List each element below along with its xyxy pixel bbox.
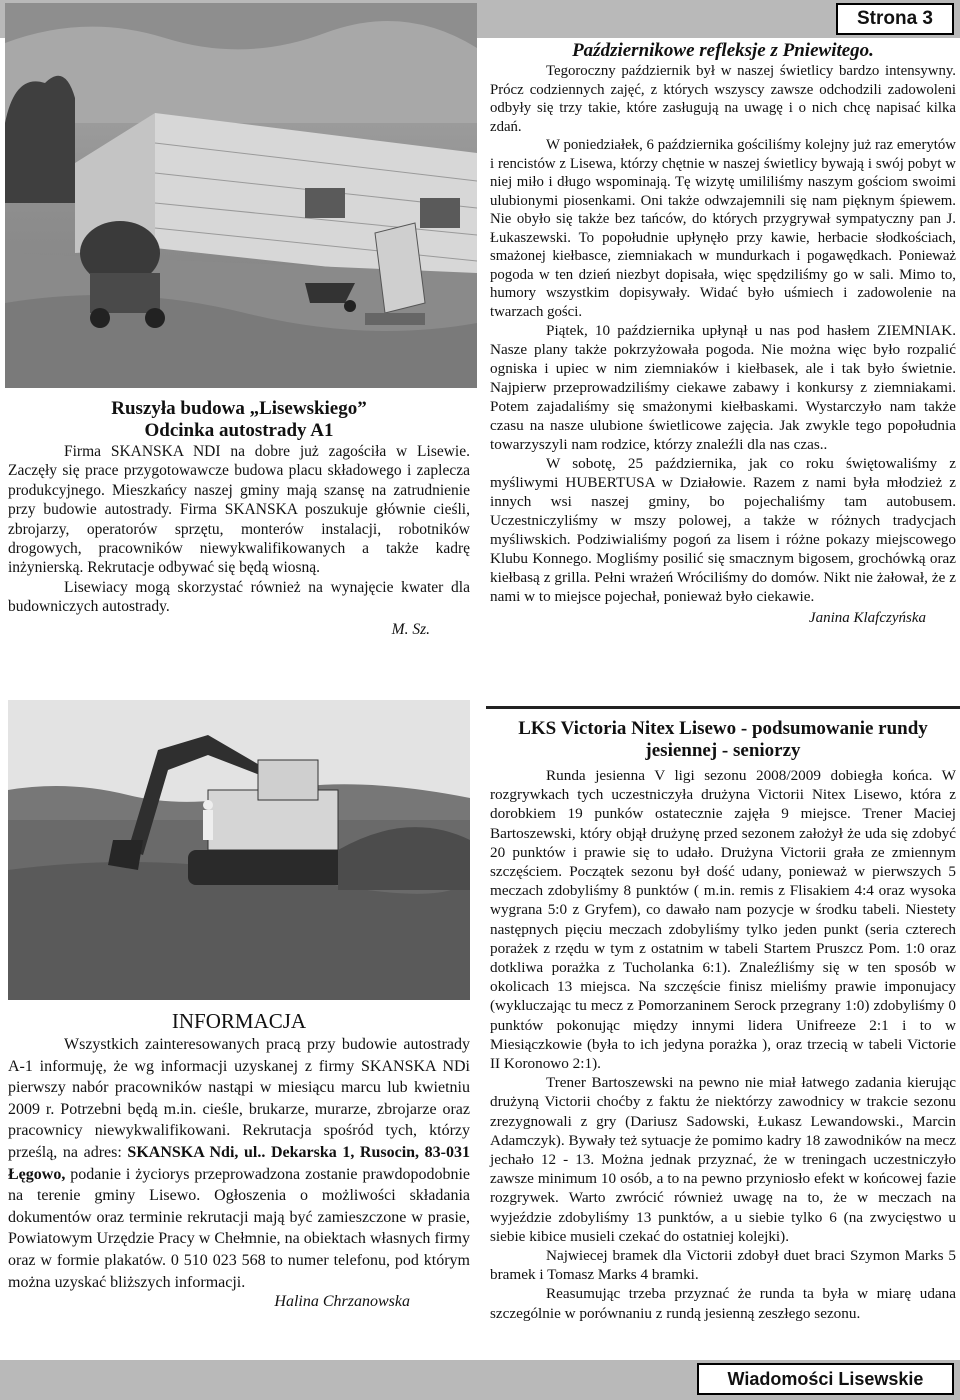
construction-site-illustration: [5, 3, 477, 388]
article-paragraph: Lisewiacy mogą skorzystać również na wynajęcie kwater dla budowniczych autostrady.: [8, 578, 470, 616]
info-text-after: podanie i życiorys przeprowadzona zostanie prawdopodobnie na terenie gminy Lisewo. Ogłoszenia o możliwości składania dokumentów oraz terminie rekrutacji mają być zamieszczone w prasie, Powiatowym Urzędzie Pracy w Chełmnie, na obiektach własnych firmy oraz w formie plakatów. 0 510 023 568 to numer telefonu, pod którym można uzyskać bliższych informacji.: [8, 1165, 470, 1291]
article-signature: Janina Klafczyńska: [808, 610, 926, 626]
page-number-label: Strona 3: [836, 3, 954, 35]
article-title-line2: jesiennej - seniorzy: [645, 740, 801, 761]
article-paragraph: Runda jesienna V ligi sezonu 2008/2009 dobiegła końca. W rozgrywkach tych uczestniczyła drużyna Victorii Nitex Lisewo, która z dorobkiem 19 punków ostatecznie zajęła 9 miejsce. Trener Maciej Bartoszewski, który objął drużynę przed sezonem założył że uda się zdobyć 20 punktów i prawie się to udało. Drużyna Victorii grała ze zmiennym szczęściem. Początek sezonu był dość udany, ponieważ w pierwszych 5 meczach zdobyliśmy 8 punktów ( m.in. remis z Flisakiem 4:4 oraz wysoka wygrana 5:0 z Gryfem), co dawało nam pozycje w środku tabeli. Niestety następnych pięciu meczach zdobyliśmy tylko jeden punkt (seria czterech porażek z rzędu w tym z ostatnim w tabeli Startem Pruszcz Pom. 1:0 oraz dotkliwa porażka z Tucholanka 6:1). Znaleźliśmy się w ten sposób w okolicach 13 miejsca. Na szczęście finisz mieliśmy prawie imponujacy (wykluczając tu mecz z Pomorzaninem Serock przegrany 1:0) zdobyliśmy 0 punktów pokonując między innymi lidera Unifreeze 2:1 i to w Miesiączkowie (była to ich jedyna porażka ), oraz trzecią w tabeli Victorie II Koronowo 2:1).: [490, 767, 956, 1073]
article-title-line2: Odcinka autostrady A1: [144, 420, 334, 441]
article-paragraph: Tegoroczny październik był w naszej świetlicy bardzo intensywny. Prócz codziennych zajęć, z których wszyscy zawsze odchodzili zadowoleni odbyły się trzy takie, które zasługują na uwagę i o nich chcę napisać kilka zdań.: [490, 63, 956, 135]
publication-name: Wiadomości Lisewskie: [697, 1363, 954, 1395]
info-text-before: Wszystkich zainteresowanych pracą przy budowie autostrady A-1 informuję, że wg informacji uzyskanej z firmy SKANSKA NDi pierwszy nabór pracowników nastąpi w miesiącu marcu lub kwietniu 2009 r. Potrzebni będą m.in. cieśle, brukarze, murarze, zbrojarze oraz pracownicy niewykwalifikowani. Rekrutacja spośród tych, którzy prześlą, na adres:: [8, 1036, 470, 1161]
article-autostrada: [8, 398, 470, 639]
article-paragraph: Reasumując trzeba przyznać że runda ta była w miarę udana szczególnie w porównaniu z rundą jesienną zeszłego sezonu.: [490, 1285, 956, 1322]
excavator-photo: [8, 700, 470, 1000]
construction-site-photo: [5, 3, 477, 388]
article-informacja: [8, 1008, 470, 1311]
info-signature: Halina Chrzanowska: [274, 1293, 410, 1311]
info-paragraph: [8, 1034, 470, 1293]
article-title-line1: LKS Victoria Nitex Lisewo - podsumowanie rundy: [518, 718, 928, 739]
article-paragraph: Firma SKANSKA NDI na dobre już zagościła w Lisewie. Zaczęły się prace przygotowawcze budowa placu składowego i zaplecza produkcyjnego. Mieszkańcy naszej gminy mają szansę na zatrudnienie przy budowie autostrady. Firma SKANSKA poszukuje głównie cieśli, zbrojarzy, operatorów sprzętu, monterów instalacji, robotników drogowych, pracowników niewykwalifikowanych a także kadrę inżynierską. Rekrutacje odbywać się będą wiosną.: [8, 443, 470, 577]
article-paragraph: Najwiecej bramek dla Victorii zdobył duet braci Szymon Marks 5 bramek i Tomasz Marks 4 bramki.: [490, 1247, 956, 1284]
article-victoria: [490, 718, 956, 1323]
article-paragraph: W poniedziałek, 6 października gościliśmy kolejny już raz emerytów i rencistów z Lisewa, którzy chętnie w naszej świetlicy bywają i swój pobyt w niej miło i długo wspominają. Tę wizytę umililiśmy naszym gościom swoimi ulubionymi piosenkami. Oni także odwzajemnili się nam pięknym śpiewem. Nie obyło się także bez tańców, do których przygrywał sympatyczny pan J. Łukaszewski. To popołudnie upłynęło przy kawie, herbacie słodkościach, smażonej kiełbasce, ziemniakach w mundurkach i pogawędkach. Ponieważ pogoda w ten dzień niezbyt dopisała, więc spędziliśmy go w sali. Mimo to, humory wszystkim dopisywały. Widać było uśmiech i zadowolenie na twarzach gości.: [490, 137, 956, 320]
article-signature: M. Sz.: [391, 620, 430, 638]
article-title-line1: Ruszyła budowa „Lisewskiego”: [111, 398, 367, 419]
excavator-illustration: [8, 700, 470, 1000]
article-title: Październikowe refleksje z Pniewitego.: [572, 40, 874, 61]
article-pniewite: [490, 40, 956, 627]
column-divider: [486, 706, 960, 709]
info-title: INFORMACJA: [171, 1009, 307, 1033]
info-address: SKANSKA Ndi, ul.. Dekarska 1, Rusocin, 83-031 Łęgowo,: [8, 1143, 470, 1183]
article-paragraph: Piątek, 10 października upłynął u nas pod hasłem ZIEMNIAK. Nasze plany także pokrzyżowała pogoda. Nie można więc było rozpalić ogniska i upiec w nim ziemniaków i kiełbasek, ale i tak było świetnie. Najpierw przeprowadziliśmy ciekawe zabawy i konkursy z ziemniakami. Potem zajadaliśmy się smażonymi kiełbaskami. Wystarczyło nam także czasu na nasze ulubione świetlicowe zajęcia. Jak zwykle tego popołudnia towarzyszyli nam rodzice, którzy znaleźli dla nas czas..: [490, 322, 956, 453]
article-paragraph: Trener Bartoszewski na pewno nie miał łatwego zadania kierując drużyną Victorii choćby z faktu że niektórzy zawodnicy w trakcie sezonu zrezygnowali z gry (Dariusz Sadowski, Łukasz Lewandowski., Marcin Adamczyk). Bywały też sytuacje że pomimo kadry 18 zawodników na mecz jechało 12 - 13. Można jednak przyznać, że w treningach uczestniczyło zawsze minimum 10 osób, a to na pewno przyniosło efekt w końcowej fazie rozgrywek. Warto zwrócić również uwagę na to, że w meczach na wyjeździe zdobyliśmy 13 punktów, a u siebie tylko 6 (na zwycięstwo u siebie kibice musieli czekać do ostatniej kolejki).: [490, 1074, 956, 1245]
article-paragraph: W sobotę, 25 października, jak co roku świętowaliśmy z myśliwymi HUBERTUSA w Działowie. Razem z nami była młodzież z innych wsi naszej gminy, bo pojechaliśmy tam autobusem. Uczestniczyliśmy w mszy polowej, a także w różnych tradycjach myśliwskich. Podziwialiśmy pogoń za lisem i różne pokazy miejscowego Klubu Konnego. Mogliśmy posilić się smacznym bigosem, grochówką oraz kiełbasą z grilla. Pełni wrażeń Wróciliśmy do domów. Nikt nie żałował, że z nami w to miejsce pojechał, ponieważ było ciekawie.: [490, 455, 956, 605]
